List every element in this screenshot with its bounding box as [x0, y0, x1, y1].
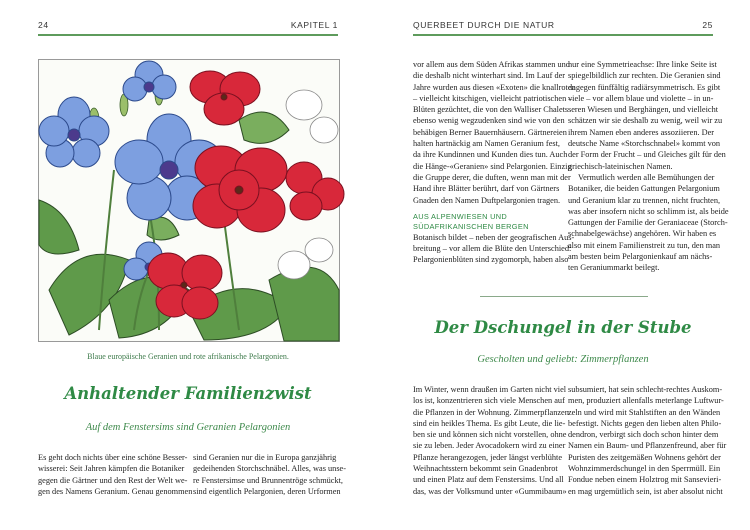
text-line: Hand ihre Blätter berührt, darf von Gärtners: [413, 184, 560, 194]
chapter-section-title: Anhaltender Familienzwist: [64, 384, 312, 403]
left-column-2: [193, 452, 346, 497]
section-heading: AUS ALPENWIESEN UND SÜDAFRIKANISCHEN BERGEN: [413, 211, 529, 231]
running-head: KAPITEL 1: [290, 20, 338, 30]
left-column-1: [38, 452, 193, 497]
text-line: Wohnzimmerdschungel in den Sperrmüll. Ein: [568, 464, 721, 474]
text-line: Gattungen der Familie der Geraniaceae (Storch-: [568, 218, 728, 228]
text-line: Botaniker, die beiden Gattungen Pelargonium: [568, 184, 720, 194]
text-line: Im Winter, wenn draußen im Garten nicht viel: [413, 385, 567, 394]
text-line: gegen die Gärtner und den Rest der Welt we-: [38, 475, 188, 485]
text-line: sind ein heikles Thema. Es gibt Leute, die lie-: [413, 418, 566, 428]
text-line: das, was der Volksmund unter «Gummibaum»: [413, 486, 567, 496]
geranium-illustration: [38, 59, 340, 342]
text-line: vor allem aus dem Süden Afrikas stammen und: [413, 60, 570, 69]
text-line: breitung – vor allem die Blüte den Unterschied:: [413, 244, 572, 254]
text-line: ten Geraniummarkt beilegt.: [568, 263, 660, 273]
text-line: dendron, verbirgt sich doch schon hinter dem: [568, 430, 719, 440]
text-line: und Geranium klar zu trennen, nicht fruchten,: [568, 195, 721, 205]
text-line: der Form der Frucht – und Gleiches gilt für den: [568, 150, 726, 160]
text-line: sind Geranien nur die in Europa ganzjährig: [193, 453, 337, 462]
text-line: die deshalb nicht winterhart sind. Im Lauf der: [413, 71, 566, 81]
text-line: deutsche Name «Storchschnabel» kommt von: [568, 139, 721, 149]
text-line: die Gruppe derer, die duften, wenn man mit der: [413, 172, 571, 182]
text-line: behäbigen Berner Bauernhäusern. Gärtnereien: [413, 127, 567, 137]
text-line: am besten beim Pelargonienkauf am nächs-: [568, 252, 713, 262]
text-line: befestigt. Nichts gegen den lieben alten Philo-: [568, 418, 722, 428]
text-line: schätzen wir sie deshalb zu wenig, weil wir zu: [568, 116, 723, 126]
text-line: ben sie und können sich nicht vorstellen, ohne: [413, 430, 567, 440]
text-line: Vermutlich werden alle Bemühungen der: [578, 172, 715, 182]
right-page: [375, 0, 750, 530]
text-line: sie zu leben. Jeder Avocadokern wird zu einer: [413, 441, 566, 451]
text-line: Puristen des zeitgemäßen Wohnens gehört der: [568, 452, 721, 462]
text-line: re Fenstersimse und Brunnentröge schmückt,: [193, 475, 344, 485]
text-line: und einen Platz auf dem Fenstersims. Und all: [413, 475, 564, 485]
section-divider: [480, 296, 648, 297]
text-line: was aber insofern nicht so schlimm ist, als beide: [568, 206, 729, 216]
text-line: nur eine Symmetrieachse: Ihre linke Seite ist: [568, 60, 717, 69]
right-column-2-bottom: [568, 384, 727, 497]
text-line: griechisch-lateinischen Namen.: [568, 161, 673, 171]
flower-drawing: [39, 60, 339, 341]
text-line: die Pflanzen in der Wohnung. Zimmerpflanzen: [413, 407, 569, 417]
text-line: Pflanze herangezogen, jeder längst verblühte: [413, 452, 563, 462]
right-column-2-top: [568, 59, 729, 274]
text-line: en mag urgemütlich sein, ist aber absolut nicht: [568, 486, 723, 496]
text-line: subsumiert, hat sein schlecht-rechtes Auskom-: [568, 385, 723, 394]
header-rule: [38, 34, 338, 36]
section-title: Der Dschungel in der Stube: [434, 318, 692, 337]
text-line: viele – vor allem blaue und violette – in un-: [568, 93, 714, 103]
page-number: 24: [38, 20, 49, 30]
text-line: also mit einem Familienstreit zu tun, den man: [568, 240, 721, 250]
section-subtitle: Gescholten und geliebt: Zimmerpflanzen: [477, 354, 649, 365]
text-line: spiegelbildlich zur rechten. Die Geranien sind: [568, 71, 721, 81]
text-line: gedeihenden Storchschnäbel. Alles, was unse-: [193, 464, 346, 474]
text-line: men, produziert allenfalls meterlange Luftwur-: [568, 396, 724, 406]
text-line: schnabelgewächse) angehören. Wir haben es: [568, 229, 717, 239]
text-line: Fondue neben einem Holztrog mit Sansevieri-: [568, 475, 722, 485]
text-line: Blüten gezüchtet, die von den Walliser Chalets: [413, 105, 569, 115]
text-line: die Hänge-«Geranien» sind Pelargonien. Einzig: [413, 161, 572, 171]
text-line: Es geht doch nichts über eine schöne Besser-: [38, 453, 188, 462]
figure-caption: Blaue europäische Geranien und rote afrikanische Pelargonien.: [87, 352, 289, 361]
text-line: wisserei: Seit Jahren kämpfen die Botaniker: [38, 464, 185, 474]
text-line: Pelargonienblüten sind zygomorph, haben also: [413, 255, 569, 265]
text-line: ebenso wenig wegzudenken sind wie von den: [413, 116, 565, 126]
text-line: los ist, konzentrieren sich viele Menschen auf: [413, 396, 565, 406]
right-column-1-bottom: [413, 384, 569, 497]
text-line: halten hartnäckig am Namen Geranium fest,: [413, 139, 560, 149]
text-line: Botanisch bildet – neben der geografischen Aus-: [413, 232, 575, 242]
running-head: QUERBEET DURCH DIE NATUR: [413, 20, 555, 30]
text-line: zeln und wird mit Stahlstiften an den Wänden: [568, 407, 721, 417]
text-line: da ihre Kundinnen und Kunden dies tun. Auch: [413, 150, 568, 160]
section-subtitle: Auf dem Fenstersims sind Geranien Pelargonien: [85, 422, 291, 433]
text-line: Namen ein Baum- und Pflanzenfreund, aber für: [568, 441, 727, 451]
text-line: – vielleicht kitschigen, vielleicht patriotischen –: [413, 93, 573, 103]
text-line: Weihnachtsstern bekommt sein Gnadenbrot: [413, 464, 558, 474]
header-rule: [413, 34, 713, 36]
text-line: sind eigentlich Pelargonien, deren Urformen: [193, 486, 341, 496]
text-line: Gnaden den Namen Duftpelargonien tragen.: [413, 195, 561, 205]
text-line: seren Wiesen und Berghängen, und vielleicht: [568, 105, 719, 115]
right-column-1-top: [413, 59, 576, 266]
text-line: ihrem Namen eben anderes assoziieren. Der: [568, 127, 715, 137]
page-number: 25: [702, 20, 713, 30]
text-line: dagegen fünffältig radiärsymmetrisch. Es gibt: [568, 82, 721, 92]
text-line: Jahre wurden aus diesen «Exoten» die knallroten: [413, 82, 576, 92]
text-line: gen des Namens Geranium. Genau genommen: [38, 486, 193, 496]
